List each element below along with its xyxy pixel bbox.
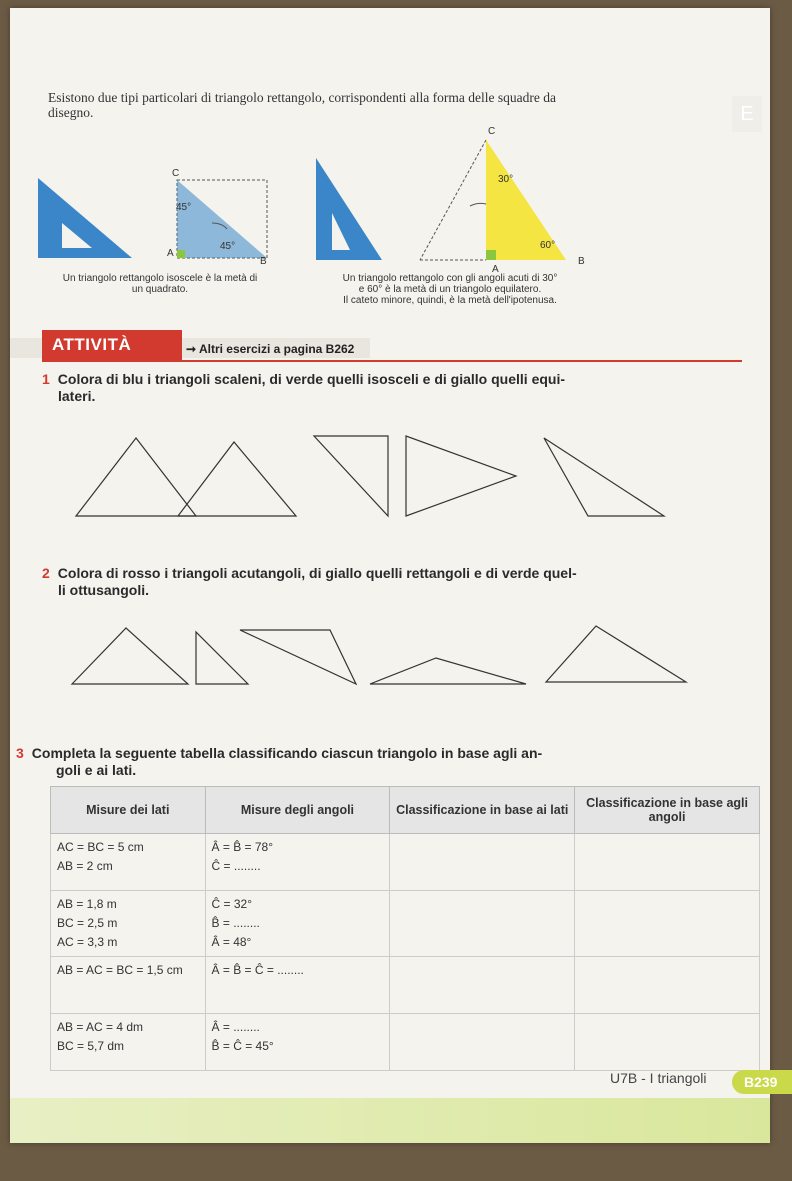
more-exercises-link[interactable]: ➞ Altri esercizi a pagina B262 bbox=[186, 342, 355, 356]
ex2-triangle-4 bbox=[370, 658, 526, 684]
answer-cell[interactable] bbox=[390, 834, 575, 891]
exercise-1-triangles[interactable] bbox=[66, 428, 686, 528]
side-tab: E bbox=[732, 96, 762, 132]
header-sides: Misure dei lati bbox=[51, 787, 206, 834]
ex1-triangle-1 bbox=[76, 438, 196, 516]
activity-rule bbox=[42, 360, 742, 362]
ex1-triangle-3 bbox=[314, 436, 388, 516]
ex1-triangle-2 bbox=[178, 442, 296, 516]
answer-cell[interactable] bbox=[575, 957, 760, 1014]
fig1-label-angle-bottom: 45° bbox=[220, 241, 236, 252]
exercise-3: 3 Completa la seguente tabella classificando ciascun triangolo in base agli an- goli e ai lati. bbox=[16, 745, 543, 778]
30-60-set-square-figure bbox=[310, 128, 600, 278]
fig1-caption: Un triangolo rettangolo isoscele è la metà di un quadrato. bbox=[62, 273, 258, 295]
exercise-2-triangles[interactable] bbox=[66, 618, 686, 698]
header-angles: Misure degli angoli bbox=[205, 787, 390, 834]
chapter-footer: U7B - I triangoli bbox=[610, 1070, 707, 1086]
ex2-triangle-1 bbox=[72, 628, 188, 684]
isosceles-set-square-figure bbox=[32, 168, 282, 273]
answer-cell[interactable] bbox=[390, 891, 575, 957]
fig1-label-b: B bbox=[260, 256, 267, 267]
intro-text: Esistono due tipi particolari di triangolo rettangolo, corrispondenti alla forma delle squadre da disegno. bbox=[48, 90, 556, 120]
table-row: AB = 1,8 m BC = 2,5 m AC = 3,3 m Ĉ = 32° B̂ = ........ Â = 48° bbox=[51, 891, 760, 957]
textbook-page bbox=[10, 8, 778, 1143]
exercise-2: 2 Colora di rosso i triangoli acutangoli, di giallo quelli rettangoli e di verde quel- li ottusangoli. bbox=[42, 565, 577, 598]
exercise-1: 1 Colora di blu i triangoli scaleni, di verde quelli isosceli e di giallo quelli equi- lateri. bbox=[42, 371, 566, 404]
fig2-label-angle-bottom: 60° bbox=[540, 240, 556, 251]
header-class-sides: Classificazione in base ai lati bbox=[390, 787, 575, 834]
table-header-row bbox=[51, 787, 760, 834]
answer-cell[interactable] bbox=[575, 891, 760, 957]
table-row: AB = AC = BC = 1,5 cm Â = B̂ = Ĉ = ........ bbox=[51, 957, 760, 1014]
fig2-label-b: B bbox=[578, 256, 585, 267]
answer-cell[interactable] bbox=[390, 957, 575, 1014]
activity-badge: ATTIVITÀ bbox=[42, 330, 182, 360]
ex1-triangle-5 bbox=[544, 438, 664, 516]
fig1-label-c: C bbox=[172, 168, 180, 179]
table-row: AC = BC = 5 cm AB = 2 cm Â = B̂ = 78° Ĉ = ........ bbox=[51, 834, 760, 891]
page-number: B239 bbox=[732, 1070, 792, 1094]
ex2-triangle-2 bbox=[196, 632, 248, 684]
ex2-triangle-5 bbox=[546, 626, 686, 682]
arrow-icon: ➞ bbox=[186, 342, 199, 356]
fig1-label-angle-top: 45° bbox=[176, 202, 192, 213]
fig2-label-a: A bbox=[492, 264, 499, 275]
fig2-label-c: C bbox=[488, 126, 496, 137]
fig2-caption: Un triangolo rettangolo con gli angoli acuti di 30° e 60° è la metà di un triangolo equilatero. Il cateto minore, quindi, è la metà dell'ipotenusa. bbox=[342, 273, 558, 306]
classification-table bbox=[50, 786, 760, 1071]
ex2-triangle-3 bbox=[240, 630, 356, 684]
answer-cell[interactable] bbox=[575, 834, 760, 891]
answer-cell[interactable] bbox=[575, 1014, 760, 1071]
answer-cell[interactable] bbox=[390, 1014, 575, 1071]
table-row: AB = AC = 4 dm BC = 5,7 dm Â = ........ B̂ = Ĉ = 45° bbox=[51, 1014, 760, 1071]
fig2-label-angle-top: 30° bbox=[498, 174, 514, 185]
page-bottom-band bbox=[10, 1098, 770, 1143]
header-class-angles: Classificazione in base agli angoli bbox=[575, 787, 760, 834]
fig1-label-a: A bbox=[167, 248, 174, 259]
ex1-triangle-4 bbox=[406, 436, 516, 516]
